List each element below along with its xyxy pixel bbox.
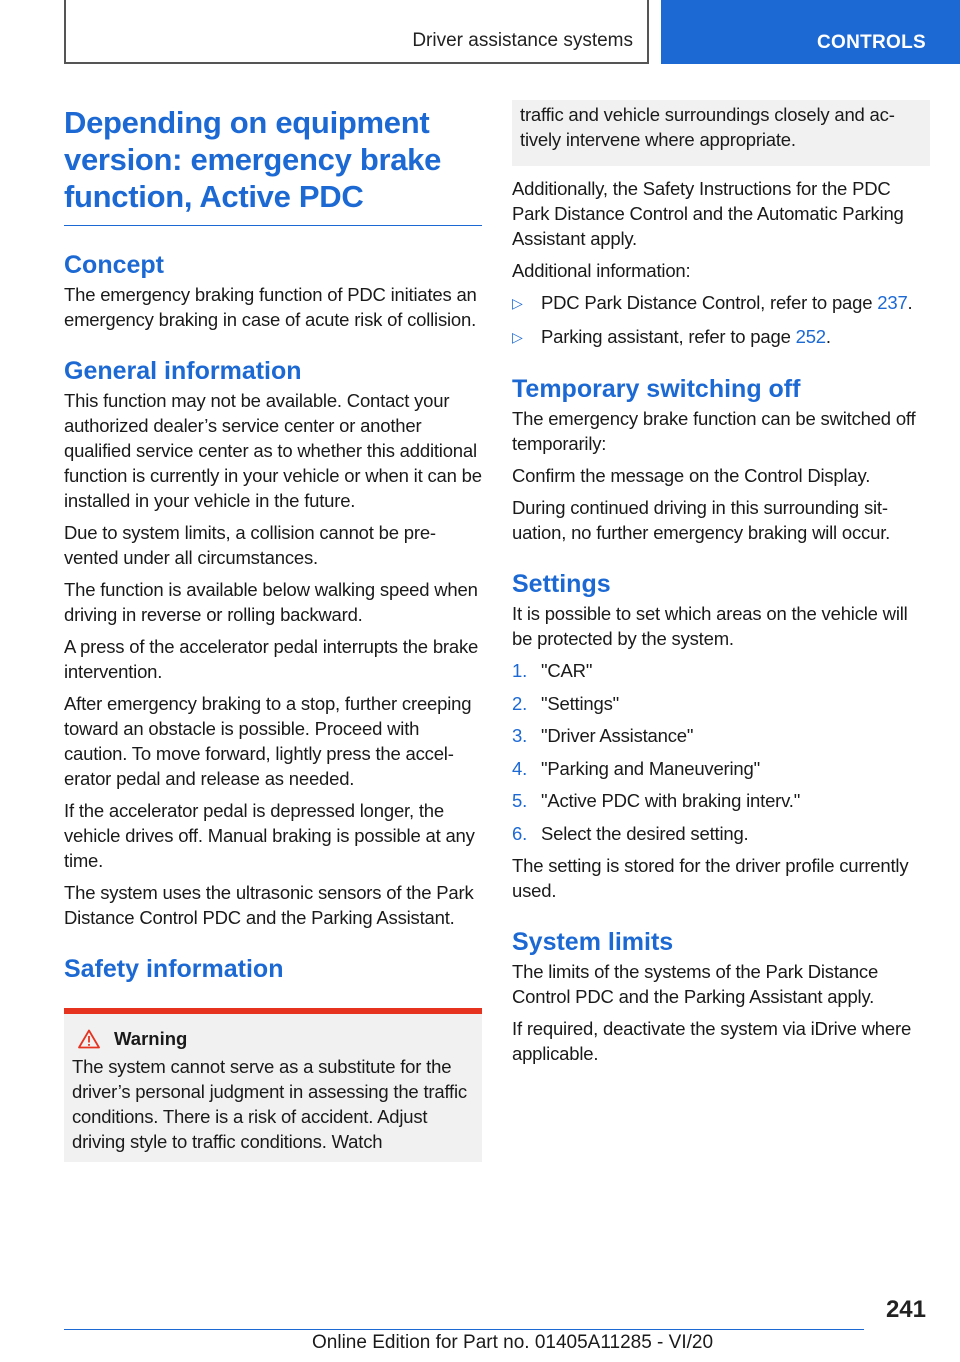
additional-info-label: Additional information: — [512, 260, 691, 281]
heading-settings: Settings — [512, 570, 611, 598]
heading-safety-information: Safety information — [64, 955, 284, 983]
list-item — [512, 723, 930, 748]
general-paragraph-5: After emergency braking to a stop, further creeping toward an obstacle is possible. Proceed with caution. To move forward, lightly press the accelerator pedal and release as needed. — [64, 693, 472, 789]
step-number: 2. — [512, 692, 528, 714]
general-paragraph-1: This function may not be available. Contact your authorized dealer’s service center or another qualified service center as to whether this additional function is currently in your vehicle or when it can be installed in your vehicle in the future. — [64, 390, 482, 511]
warning-text: The system cannot serve as a substitute for the driver’s personal judgment in assessing the traffic conditions. There is a risk of accident. Adjust driving style to traffic conditions. Watch — [72, 1056, 467, 1152]
step-text: "Driver Assistance" — [541, 725, 694, 746]
bullet-triangle-icon: ▷ — [512, 295, 523, 311]
step-number: 6. — [512, 822, 528, 844]
general-paragraph-7: The system uses the ultrasonic sensors of the Park Distance Control PDC and the Parking Assistant. — [64, 882, 474, 928]
temporary-paragraph-1: The emergency brake function can be switched off temporarily: — [512, 408, 916, 454]
step-number: 1. — [512, 660, 528, 681]
warning-box — [64, 1014, 482, 1162]
concept-paragraph: The emergency braking function of PDC initiates an emergency braking in case of acute risk of collision. — [64, 284, 477, 330]
heading-concept: Concept — [64, 251, 164, 279]
list-item — [512, 658, 930, 683]
heading-general-information: General information — [64, 357, 302, 385]
heading-temporary-switching-off: Temporary switching off — [512, 375, 801, 403]
general-paragraph-4: A press of the accelerator pedal interrupts the brake intervention. — [64, 636, 479, 682]
list-item — [512, 691, 930, 716]
list-item — [512, 788, 930, 813]
general-paragraph-2: Due to system limits, a collision cannot be prevented under all circumstances. — [64, 522, 437, 568]
warning-box-continued — [512, 100, 930, 166]
bullet-triangle-icon: ▷ — [512, 329, 523, 345]
additionally-paragraph: Additionally, the Safety Instructions for the PDC Park Distance Control and the Automatic Parking Assistant apply. — [512, 178, 904, 249]
general-paragraph-3: The function is available below walking speed when driving in reverse or rolling backward. — [64, 579, 478, 625]
warning-header — [72, 1028, 474, 1050]
general-paragraph-6: If the accelerator pedal is depressed longer, the vehicle drives off. Manual braking is possible at any time. — [64, 800, 475, 871]
header-section-box — [64, 0, 649, 64]
bullet-text: Parking assistant, refer to page — [541, 326, 796, 347]
header-chapter-tab[interactable] — [661, 0, 960, 64]
temporary-paragraph-3: During continued driving in this surrounding situation, no further emergency braking will occur. — [512, 497, 891, 543]
additional-info-list — [512, 290, 930, 350]
step-text: "Parking and Maneuvering" — [541, 757, 760, 779]
heading-system-limits: System limits — [512, 928, 674, 956]
step-text: "Active PDC with braking interv." — [541, 790, 801, 811]
list-item — [512, 756, 930, 781]
footer-divider — [64, 1329, 864, 1330]
left-column — [64, 100, 482, 1162]
step-text: Select the desired setting. — [541, 822, 749, 844]
list-item — [512, 821, 930, 846]
limits-paragraph-2: If required, deactivate the system via iDrive where applicable. — [512, 1018, 912, 1064]
step-text: "Settings" — [541, 692, 619, 714]
page-number: 241 — [885, 1296, 926, 1323]
right-column — [512, 100, 930, 1073]
page-link-237[interactable]: 237 — [877, 292, 908, 313]
warning-triangle-icon — [78, 1029, 100, 1049]
header-chapter-title: CONTROLS — [816, 32, 926, 53]
header-section-title: Driver assistance systems — [412, 30, 633, 51]
warning-label: Warning — [114, 1028, 188, 1049]
edition-label: Online Edition for Part no. 01405A11285 - VI/20 — [312, 1332, 714, 1353]
limits-paragraph-1: The limits of the systems of the Park Distance Control PDC and the Parking Assistant apply. — [512, 961, 879, 1007]
settings-paragraph-2: The setting is stored for the driver profile currently used. — [512, 855, 909, 901]
page-title: Depending on equipment version: emergency brake function, Active PDC — [64, 104, 482, 226]
temporary-paragraph-2: Confirm the message on the Control Display. — [512, 465, 871, 486]
step-text: "CAR" — [541, 660, 593, 681]
settings-paragraph-1: It is possible to set which areas on the vehicle will be protected by the system. — [512, 603, 908, 649]
list-item: ▷ Parking assistant, refer to page 252. — [512, 324, 930, 350]
settings-steps — [512, 658, 930, 846]
bullet-text: PDC Park Distance Control, refer to page — [541, 292, 878, 313]
step-number: 3. — [512, 725, 528, 746]
list-item: ▷ PDC Park Distance Control, refer to page 237. — [512, 290, 930, 316]
warning-text-continued: traffic and vehicle surroundings closely and actively intervene where appropriate. — [520, 104, 895, 150]
step-number: 4. — [512, 757, 528, 779]
page-link-252[interactable]: 252 — [795, 326, 826, 347]
step-number: 5. — [512, 790, 528, 811]
page-header — [0, 0, 960, 66]
